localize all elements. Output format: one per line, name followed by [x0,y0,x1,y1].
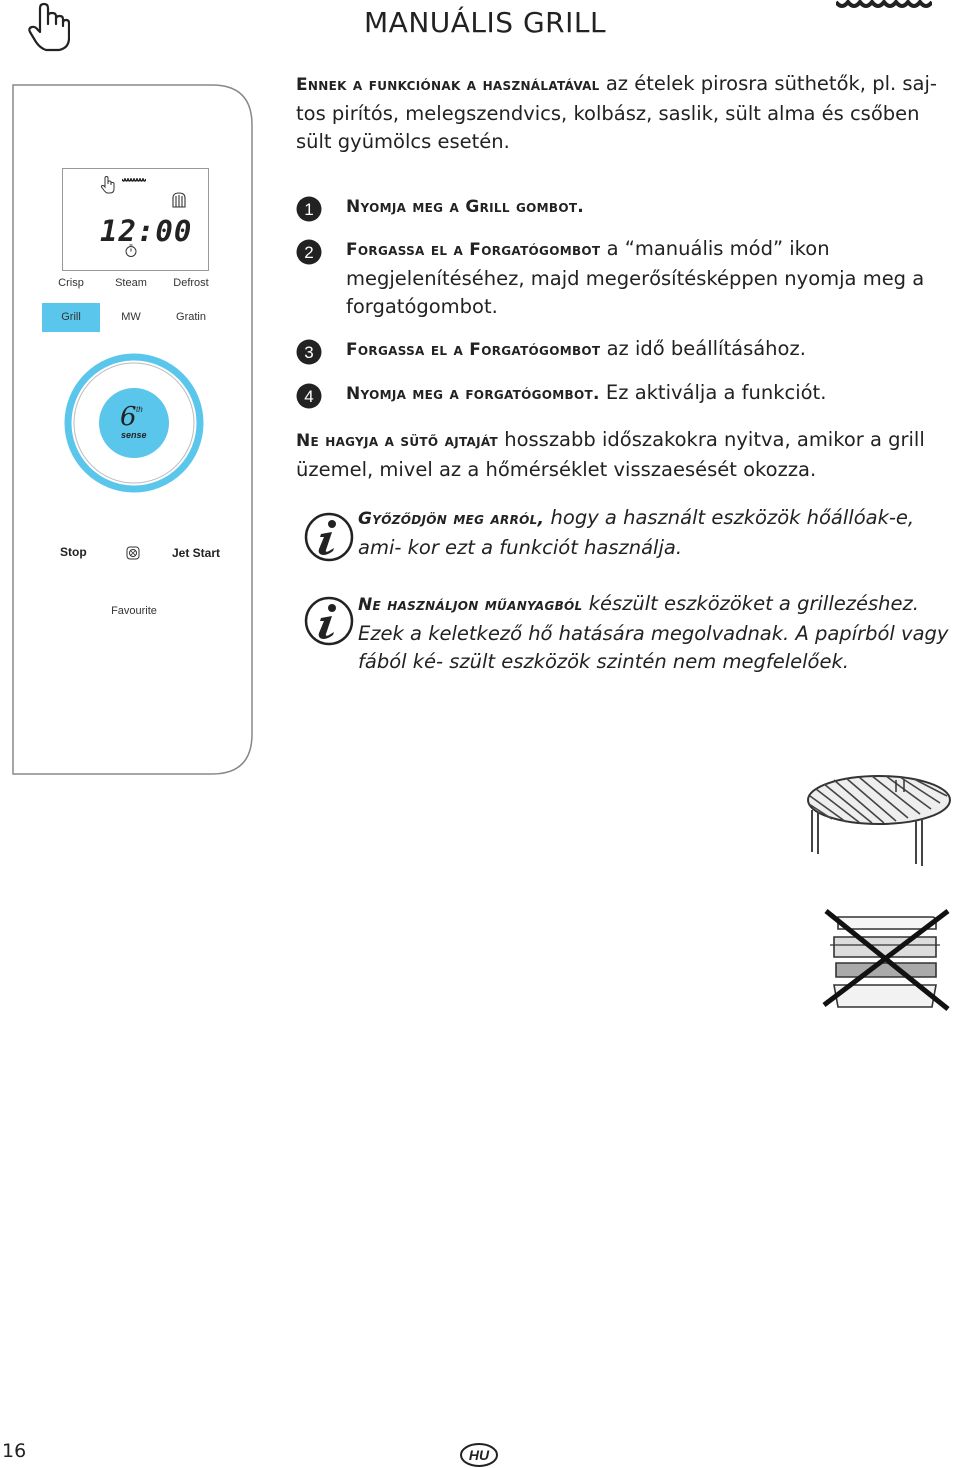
no-plastic-dish-illustration [820,905,955,1013]
svg-text:4: 4 [304,387,314,406]
svg-text:HU: HU [468,1447,490,1463]
warning-lead: Ne hagyja a sütő ajtaját [296,431,499,451]
warning-paragraph [296,426,946,484]
step-4 [296,379,946,409]
grill-button[interactable]: Grill [61,311,81,323]
info-note-1 [296,504,956,566]
warning-text: hosszabb időszakokra nyitva, amikor a grill üzemel, mivel az a hőmérséklet visszaesését okozza. [296,428,925,481]
stop-button[interactable]: Stop [60,545,87,559]
svg-text:3: 3 [304,343,314,362]
grill-wave-icon [836,0,932,12]
grill-rack-illustration [804,772,954,872]
step-4-text: Ez aktiválja a funkciót. [599,381,827,404]
page-title: MANUÁLIS GRILL [364,6,607,39]
step-1 [296,192,946,222]
hand-mode-icon [100,176,116,194]
child-lock-icon[interactable] [126,546,140,560]
jet-start-button[interactable]: Jet Start [172,546,221,560]
favourite-button[interactable]: Favourite [111,605,157,617]
step-2-text: a “manuális mód” ikon megjelenítéséhez, majd megerősítésképpen nyomja meg a forgatógombot. [346,237,925,318]
timer-icon [125,244,137,257]
page-number: 16 [2,1440,27,1462]
defrost-button[interactable]: Defrost [173,277,209,289]
grill-indicator-icon [122,178,146,184]
bread-icon [171,192,187,208]
step-3 [296,335,946,365]
display-time: 12:00 [100,214,193,248]
intro-paragraph [296,70,946,157]
crisp-button[interactable]: Crisp [58,277,84,289]
steam-button[interactable]: Steam [115,277,147,289]
svg-text:1: 1 [304,200,314,219]
info-note-2 [296,590,956,680]
hand-pointer-icon [26,2,70,52]
gratin-button[interactable]: Gratin [176,311,206,323]
step-2 [296,235,946,325]
info-1-text: hogy a használt eszközök hőállóak-e, ami- kor ezt a funkciót használja. [358,506,915,559]
step-3-lead: Forgassa el a Forgatógombot [346,340,601,360]
svg-text:2: 2 [304,243,314,262]
step-4-lead: Nyomja meg a forgatógombot. [346,384,600,404]
language-badge [459,1442,499,1468]
intro-lead: Ennek a funkciónak a használatával [296,75,600,95]
info-1-lead: Győződjön meg arról, [358,509,545,529]
step-number-badge [296,339,322,365]
mw-button[interactable]: MW [121,311,141,323]
info-2-lead: Ne használjon műanyagból [358,595,583,615]
step-1-lead: Nyomja meg a Grill gombot. [346,197,585,217]
intro-text: az ételek pirosra süthetők, pl. saj- tos pirítós, melegszendvics, kolbász, saslik, sült alma és csőben sült gyümölcs esetén. [296,72,937,153]
step-2-lead: Forgassa el a Forgatógombot [346,240,601,260]
step-number-badge [296,196,322,222]
step-number-badge [296,383,322,409]
info-2-text: készült eszközöket a grillezéshez. Ezek a keletkező hő hatására megolvadnak. A papírból vagy fából ké- szült eszközök szintén nem megfelelőek. [358,592,949,673]
sixth-sense-logo-sup: th [136,405,143,414]
step-number-badge [296,239,322,265]
sixth-sense-logo-number: 6 [120,402,137,432]
step-3-text: az idő beállításához. [600,337,806,360]
info-icon [304,596,354,646]
info-icon [304,512,354,562]
sixth-sense-logo-word: sense [121,430,147,440]
